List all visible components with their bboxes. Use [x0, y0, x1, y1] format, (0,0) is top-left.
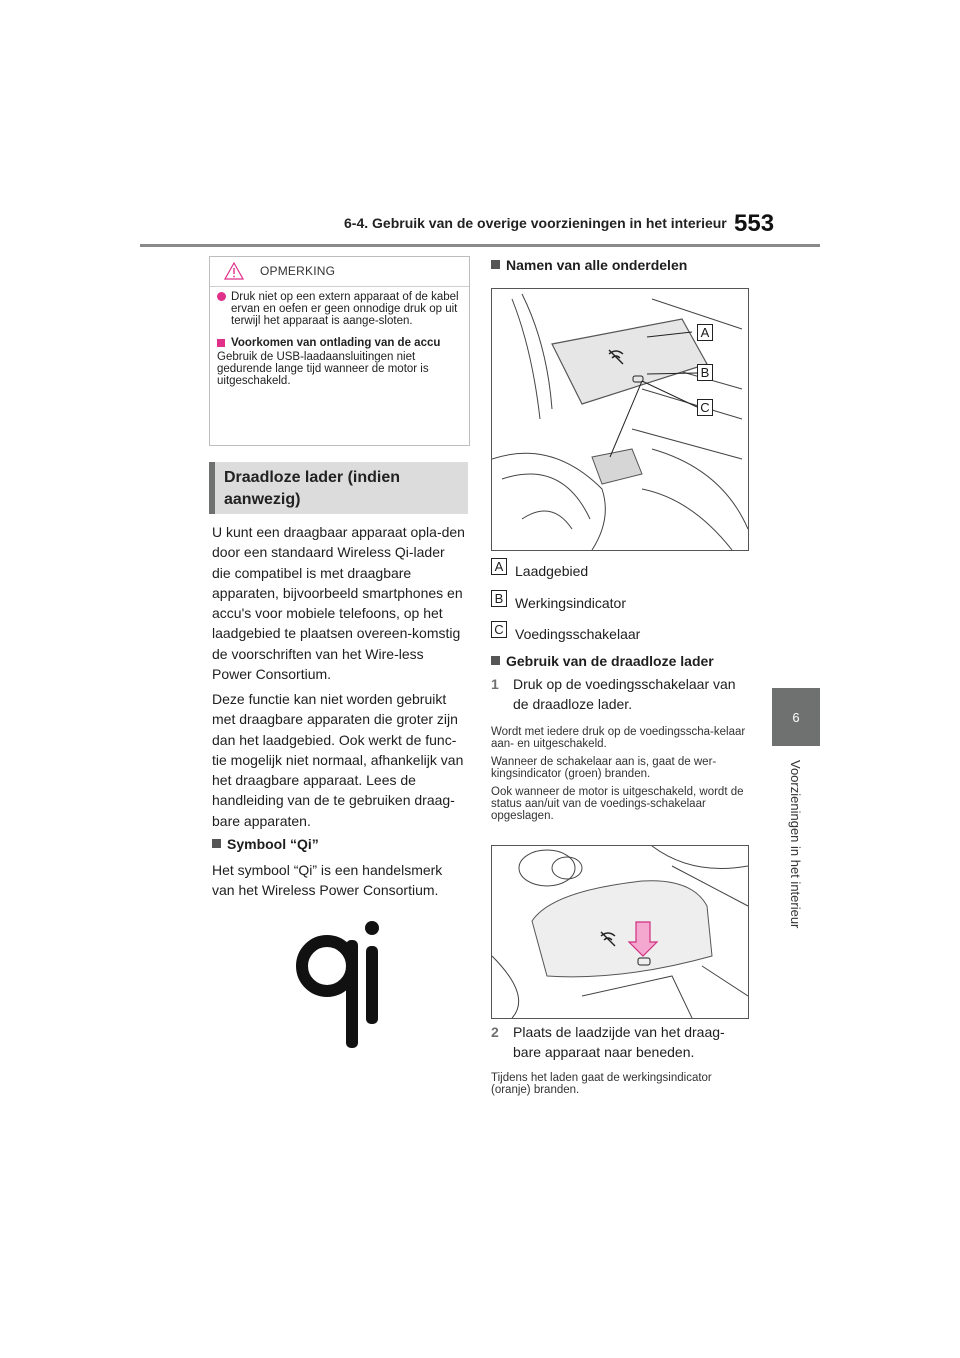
legend-text: Werkingsindicator: [515, 595, 627, 611]
step-number: 2: [491, 1024, 499, 1040]
bullet-dot-icon: [217, 292, 226, 301]
warning-icon: [224, 262, 244, 280]
step2-note: Tijdens het laden gaat de werkingsindicator (oranje) branden.: [491, 1072, 712, 1096]
parts-heading-text: Namen van alle onderdelen: [506, 257, 688, 273]
step1-note-3: Ook wanneer de motor is uitgeschakeld, wordt de status aan/uit van de voedings-schakelaar opgeslagen.: [491, 786, 744, 822]
note-subtext: Gebruik de USB-laadaansluitingen niet gedurende lange tijd wanneer de motor is uitgeschakeld.: [217, 351, 429, 387]
callout-c: C: [697, 399, 713, 416]
header-divider: [140, 244, 820, 247]
legend-item-a: [491, 558, 589, 579]
page-number: 553: [734, 210, 775, 237]
usage-heading: [491, 653, 714, 669]
limitations-paragraph: Deze functie kan niet worden gebruikt met draagbare apparaten die groter zijn dan het laadgebied. Ook werkt de func-tie mogelijk niet normaal, afhankelijk van het draagbare apparaat. Lees de handleiding van de te gebruiken draag-bare apparaten.: [212, 691, 464, 829]
step1-note-2: Wanneer de schakelaar aan is, gaat de wer-kingsindicator (groen) branden.: [491, 756, 717, 780]
chapter-tab: 6: [772, 688, 820, 746]
section-heading: [209, 462, 468, 514]
chapter-side-label: [770, 760, 822, 960]
qi-logo-icon: [296, 920, 386, 1050]
legend-text: Laadgebied: [515, 563, 589, 579]
legend-item-c: [491, 621, 641, 642]
section-bar: [209, 462, 215, 514]
step1-note-1: Wordt met iedere druk op de voedingsscha-kelaar aan- en uitgeschakeld.: [491, 726, 746, 750]
callout-b: B: [697, 364, 713, 381]
section-title-value: Draadloze lader (indien aanwezig): [224, 469, 401, 508]
charger-parts-illustration: [491, 288, 749, 551]
note-box: [209, 256, 470, 446]
legend-letter: A: [491, 558, 507, 575]
qi-paragraph: Het symbool “Qi” is een handelsmerk van het Wireless Power Consortium.: [212, 862, 443, 899]
callout-a: A: [697, 324, 713, 341]
step-text: Druk op de voedingsschakelaar van de draadloze lader.: [513, 676, 736, 712]
note-subheading: Voorkomen van ontlading van de accu: [231, 337, 441, 349]
chapter-title: Voorzieningen in het interieur: [788, 760, 803, 929]
note-label: OPMERKING: [260, 264, 336, 278]
section-title-text: [224, 467, 459, 511]
step-2: [491, 1022, 749, 1064]
note-bullet: [217, 291, 464, 327]
qi-heading-text: Symbool “Qi”: [227, 836, 319, 852]
step-1: [491, 674, 749, 716]
note-header: [210, 257, 469, 287]
heading-square-icon: [491, 656, 500, 665]
section-title: 6-4. Gebruik van de overige voorzieningen in het interieur: [344, 215, 727, 231]
bullet-square-icon: [217, 339, 225, 347]
intro-paragraph: U kunt een draagbaar apparaat opla-den door een standaard Wireless Qi-lader die compatibel is met draagbare apparaten, bijvoorbeeld smartphones en accu's voor mobiele telefoons, op het laadgebied te plaatsen overeen-komstig de voorschriften van het Wire-less Power Consortium.: [212, 524, 465, 683]
note-bullet-text: Druk niet op een extern apparaat of de kabel ervan en oefen er geen onnodige druk op uit terwijl het apparaat is aange-sloten.: [231, 291, 459, 327]
qi-heading: [212, 836, 319, 852]
step-number: 1: [491, 676, 499, 692]
note-body: [217, 291, 464, 387]
heading-square-icon: [212, 839, 221, 848]
usage-heading-text: Gebruik van de draadloze lader: [506, 653, 714, 669]
heading-square-icon: [491, 260, 500, 269]
note-subheading-row: [217, 337, 464, 349]
legend-item-b: [491, 590, 627, 611]
legend-letter: C: [491, 621, 507, 638]
legend-text: Voedingsschakelaar: [515, 626, 641, 642]
legend-letter: B: [491, 590, 507, 607]
parts-heading: [491, 257, 687, 273]
step-text: Plaats de laadzijde van het draag-bare apparaat naar beneden.: [513, 1024, 725, 1060]
charger-press-drawing: [492, 846, 748, 1018]
power-switch-illustration: [491, 845, 749, 1019]
